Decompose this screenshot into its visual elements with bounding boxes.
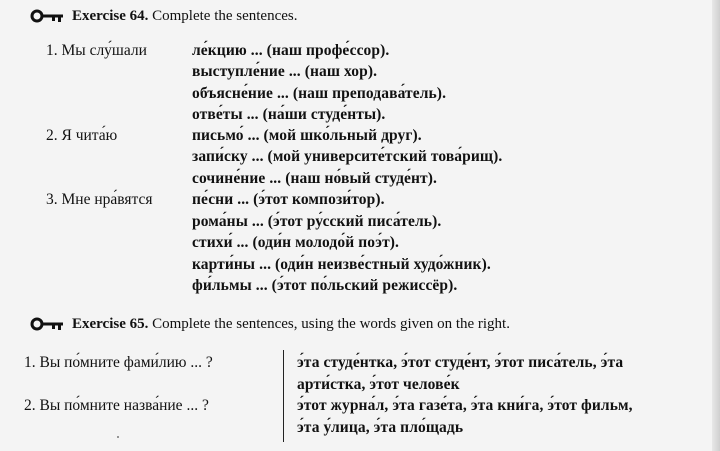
sentence-line: ле́кцию ... (наш профе́ссор). bbox=[192, 42, 390, 59]
key-icon bbox=[30, 317, 66, 331]
key-icon bbox=[30, 9, 66, 23]
group-2-label: 2. Я чита́ю bbox=[46, 127, 118, 144]
sentence-line: пе́сни ... (э́тот компози́тор). bbox=[192, 191, 385, 208]
group-1-label: 1. Мы слу́шали bbox=[46, 42, 147, 59]
sentence-line: стихи́ ... (оди́н молодо́й поэ́т). bbox=[192, 234, 400, 251]
sentence-line: рома́ны ... (э́тот ру́сский писа́тель). bbox=[192, 213, 442, 230]
exercise-65-item-1: 1. Вы по́мните фами́лию ... ? bbox=[24, 354, 213, 371]
sentence-line: запи́ску ... (мой университе́тский това́рищ). bbox=[192, 148, 503, 165]
group-3-label: 3. Мне нра́вятся bbox=[46, 191, 153, 208]
sentence-line: отве́ты ... (на́ши студе́нты). bbox=[192, 106, 386, 123]
sentence-line: объясне́ние ... (наш преподава́тель). bbox=[192, 85, 447, 102]
sentence-line: письмо́ ... (мой шко́льный друг). bbox=[192, 127, 422, 144]
exercise-64-instruction: Complete the sentences. bbox=[152, 8, 298, 24]
word-list-line: арти́стка, э́тот челове́к bbox=[297, 376, 460, 393]
sentence-line: сочине́ние ... (наш но́вый студе́нт). bbox=[192, 170, 437, 187]
exercise-65-instruction: Complete the sentences, using the words given on the right. bbox=[152, 316, 510, 332]
exercise-64-number: Exercise 64. bbox=[72, 8, 149, 24]
sentence-line: выступле́ние ... (наш хор). bbox=[192, 63, 378, 80]
exercise-64-heading bbox=[72, 8, 298, 25]
word-list-line: э́та у́лица, э́та пло́щадь bbox=[297, 419, 464, 436]
word-list-line: э́та студе́нтка, э́тот студе́нт, э́тот писа́тель, э́та bbox=[297, 354, 624, 371]
exercise-65-heading bbox=[72, 316, 510, 333]
sentence-line: карти́ны ... (оди́н неизве́стный худо́жник). bbox=[192, 256, 491, 273]
exercise-65-item-2: 2. Вы по́мните назва́ние ... ? bbox=[24, 397, 209, 414]
exercise-65-number: Exercise 65. bbox=[72, 316, 149, 332]
print-speck bbox=[117, 436, 119, 438]
column-divider bbox=[283, 350, 284, 442]
sentence-line: фи́льмы ... (э́тот по́льский режиссёр). bbox=[192, 277, 458, 294]
word-list-line: э́тот журна́л, э́та газе́та, э́та кни́га, э́тот фильм, bbox=[297, 397, 633, 414]
page-edge-shadow bbox=[712, 0, 720, 451]
